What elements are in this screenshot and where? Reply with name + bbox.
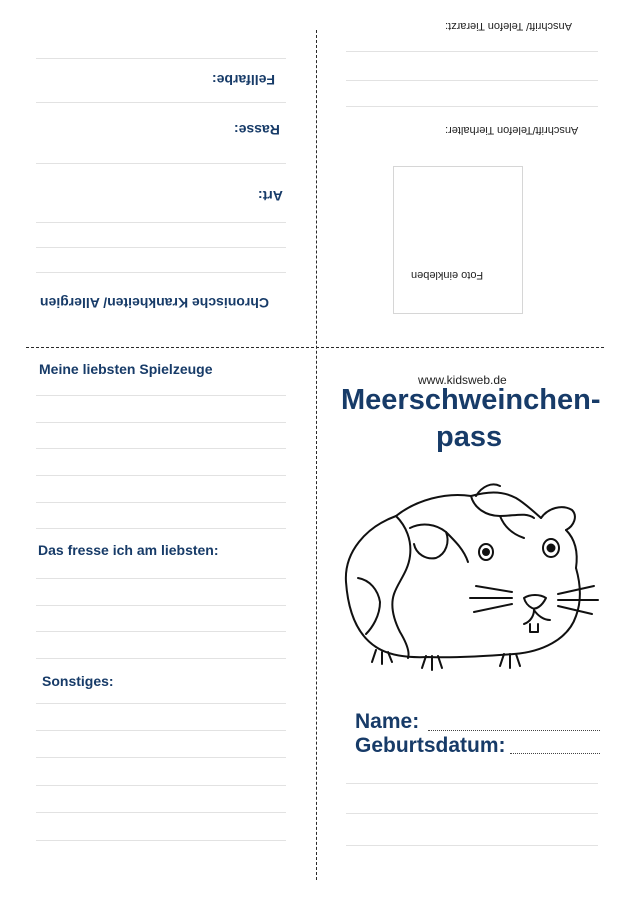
rule-line <box>36 422 286 423</box>
rule-line <box>36 502 286 503</box>
spielzeuge-label: Meine liebsten Spielzeuge <box>39 361 213 377</box>
rule-line <box>36 163 286 164</box>
photo-label: Foto einkleben <box>411 269 484 281</box>
rule-line <box>346 783 598 784</box>
rule-line <box>36 102 286 103</box>
krankheiten-label: Chronische Krankheiten/ Allergien <box>40 295 269 311</box>
sonstiges-label: Sonstiges: <box>42 673 114 689</box>
rule-line <box>36 272 286 273</box>
rule-line <box>346 813 598 814</box>
rule-line <box>346 80 598 81</box>
tierarzt-label: Anschrift/ Telefon Tierarzt: <box>445 20 572 32</box>
rule-line <box>346 845 598 846</box>
name-label: Name: <box>355 710 420 733</box>
rule-line <box>36 578 286 579</box>
photo-box <box>393 166 523 314</box>
rule-line <box>36 475 286 476</box>
rule-line <box>36 528 286 529</box>
guinea-pig-icon <box>336 482 606 678</box>
rule-line <box>36 247 286 248</box>
rule-line <box>36 703 286 704</box>
rule-line <box>36 812 286 813</box>
rule-line <box>36 631 286 632</box>
title-line-2: pass <box>436 421 503 453</box>
horizontal-fold-line <box>26 347 604 348</box>
fressen-label: Das fresse ich am liebsten: <box>38 542 219 558</box>
rule-line <box>346 106 598 107</box>
birth-label: Geburtsdatum: <box>355 734 506 757</box>
rule-line <box>36 395 286 396</box>
website-label: www.kidsweb.de <box>418 373 507 387</box>
name-dotted-line[interactable] <box>428 730 600 731</box>
rule-line <box>36 58 286 59</box>
rule-line <box>36 605 286 606</box>
fellfarbe-label: Fellfarbe: <box>212 72 276 88</box>
art-label: Art: <box>258 188 283 204</box>
rule-line <box>36 730 286 731</box>
rule-line <box>36 448 286 449</box>
title-line-1: Meerschweinchen- <box>341 384 601 416</box>
rule-line <box>36 840 286 841</box>
rule-line <box>36 785 286 786</box>
rule-line <box>36 757 286 758</box>
vertical-fold-line <box>316 30 317 880</box>
rule-line <box>36 222 286 223</box>
rule-line <box>346 51 598 52</box>
birth-dotted-line[interactable] <box>510 753 600 754</box>
rasse-label: Rasse: <box>234 122 280 138</box>
rule-line <box>36 658 286 659</box>
tierhalter-label: Anschrift/Telefon Tierhalter: <box>445 124 579 136</box>
